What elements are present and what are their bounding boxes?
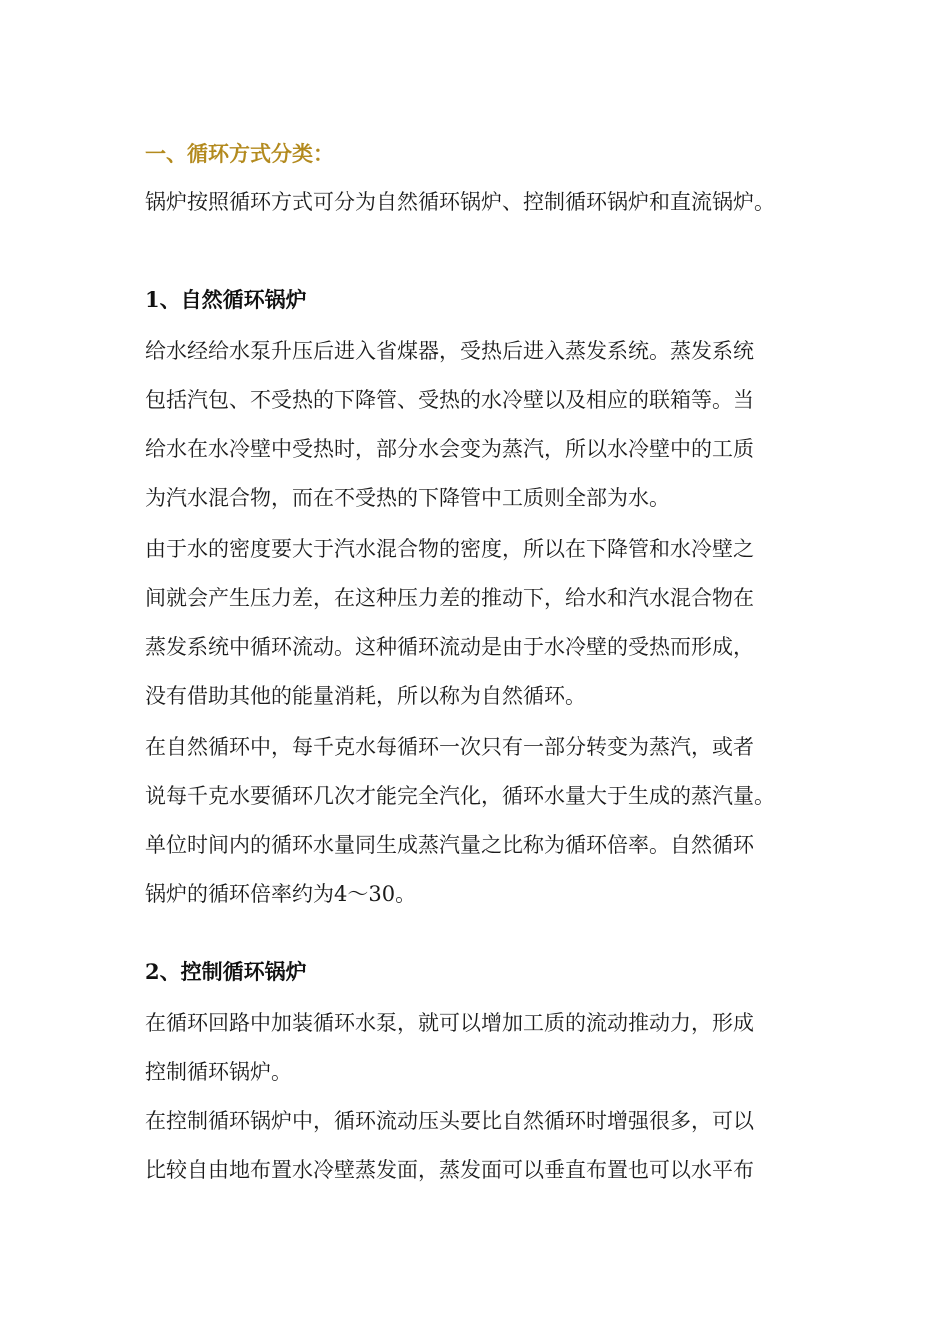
text-line: 蒸发系统中循环流动。这种循环流动是由于水冷壁的受热而形成， [145,635,754,659]
text-line: 没有借助其他的能量消耗，所以称为自然循环。 [145,684,586,708]
text-line: 在自然循环中，每千克水每循环一次只有一部分转变为蒸汽，或者 [145,735,754,759]
section-heading: 一、循环方式分类： [145,141,334,166]
text-line: 单位时间内的循环水量同生成蒸汽量之比称为循环倍率。自然循环 [145,833,754,857]
text-line: 说每千克水要循环几次才能完全汽化，循环水量大于生成的蒸汽量。 [145,784,775,808]
text-line: 在循环回路中加装循环水泵，就可以增加工质的流动推动力，形成 [145,1011,754,1035]
text-line: 间就会产生压力差，在这种压力差的推动下，给水和汽水混合物在 [145,586,754,610]
text-line: 包括汽包、不受热的下降管、受热的水冷壁以及相应的联箱等。当 [145,388,754,412]
text-line: 锅炉的循环倍率约为4～30。 [145,882,417,906]
text-line: 给水在水冷壁中受热时，部分水会变为蒸汽，所以水冷壁中的工质 [145,437,754,461]
subsection-heading-natural-circulation: 1、自然循环锅炉 [145,287,307,312]
text-line: 由于水的密度要大于汽水混合物的密度，所以在下降管和水冷壁之 [145,537,754,561]
text-line: 为汽水混合物，而在不受热的下降管中工质则全部为水。 [145,486,670,510]
subsection-heading-controlled-circulation: 2、控制循环锅炉 [145,959,307,984]
intro-paragraph: 锅炉按照循环方式可分为自然循环锅炉、控制循环锅炉和直流锅炉。 [145,190,775,214]
text-line: 比较自由地布置水冷壁蒸发面，蒸发面可以垂直布置也可以水平布 [145,1158,754,1182]
text-line: 在控制循环锅炉中，循环流动压头要比自然循环时增强很多，可以 [145,1109,754,1133]
text-line: 控制循环锅炉。 [145,1060,292,1084]
text-line: 给水经给水泵升压后进入省煤器，受热后进入蒸发系统。蒸发系统 [145,339,754,363]
